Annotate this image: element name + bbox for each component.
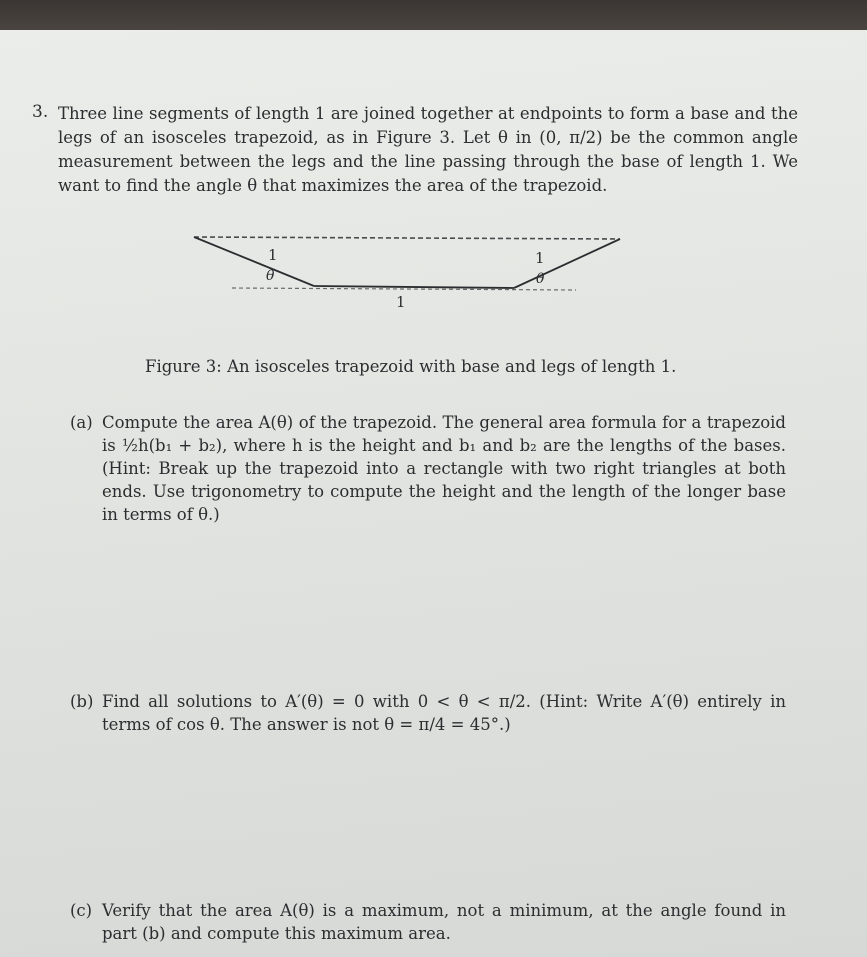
left-leg-label: 1 (268, 246, 278, 264)
base-segment (314, 286, 514, 288)
figure-caption: Figure 3: An isosceles trapezoid with base and legs of length 1. (145, 357, 677, 376)
right-leg (514, 239, 620, 288)
top-dashed-base (194, 237, 620, 239)
part-a-text: Compute the area A(θ) of the trapezoid. The general area formula for a trapezoid is ½h(b₁ + b₂), where h is the height and b₁ and b₂ are the lengths of the bases. (Hint: Break up the trapezoid into a rectangle with two right triangles at both ends. Use trigonometry to compute the height and the length of the longer base in terms of θ.) (102, 413, 786, 524)
right-leg-label: 1 (535, 249, 545, 267)
base-label: 1 (396, 293, 406, 311)
left-angle-label: θ (266, 268, 275, 284)
part-b-text: Find all solutions to A′(θ) = 0 with 0 < θ < π/2. (Hint: Write A′(θ) entirely in terms of cos θ. The answer is not θ = π/4 = 45°.) (102, 692, 786, 734)
problem-number: 3. (32, 102, 49, 122)
part-c-text: Verify that the area A(θ) is a maximum, not a minimum, at the angle found in part (b) and compute this maximum area. (102, 901, 786, 943)
trapezoid-figure (180, 225, 640, 325)
left-leg (194, 237, 314, 286)
part-c-label: (c) (70, 901, 93, 920)
trapezoid-svg (180, 225, 640, 325)
problem-intro: Three line segments of length 1 are joined together at endpoints to form a base and the legs of an isosceles trapezoid, as in Figure 3. Let θ in (0, π/2) be the common angle measurement between the legs and the line passing through the base of length 1. We want to find the angle θ that maximizes the area of the trapezoid. (58, 104, 798, 195)
base-extension-line (232, 288, 576, 290)
top-dark-edge (0, 0, 867, 30)
right-angle-label: θ (536, 271, 545, 287)
part-a-label: (a) (70, 413, 93, 432)
part-b-label: (b) (70, 692, 94, 711)
